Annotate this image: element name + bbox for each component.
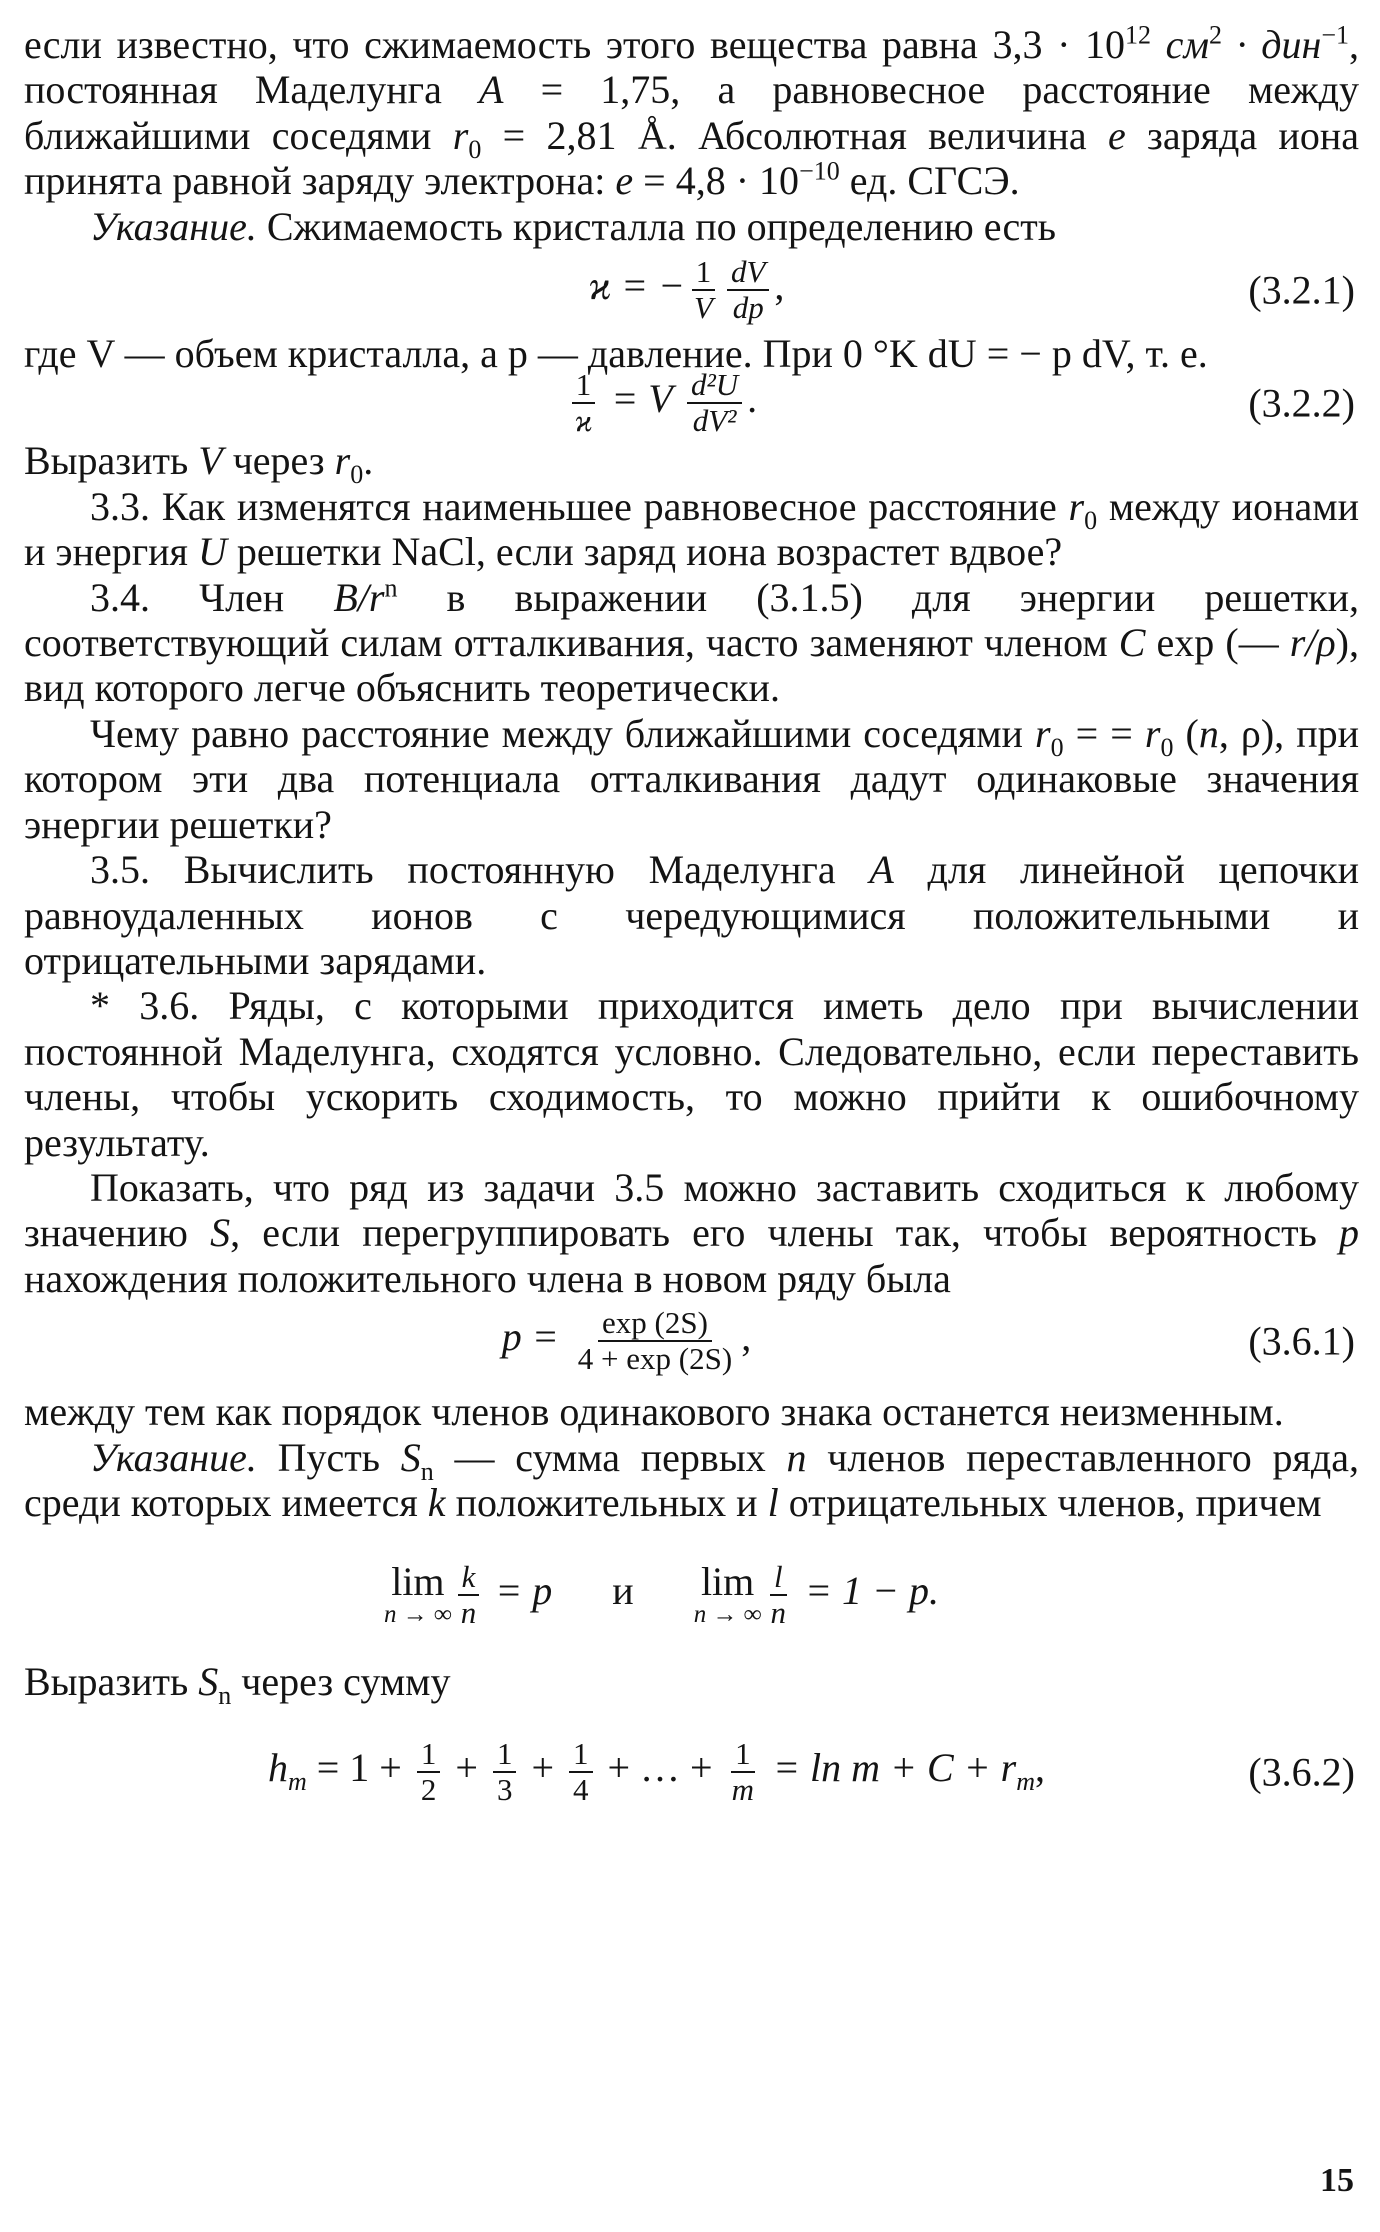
- text: ,: [774, 263, 785, 309]
- variable: r: [1144, 710, 1161, 756]
- text: , постоянная Маделунга: [24, 22, 1359, 113]
- subscript: 0: [1050, 732, 1064, 762]
- text: .: [363, 438, 374, 484]
- text: , ρ), при котором эти два потенциала отталкивания дадут одинаковые значения энергии решетки?: [24, 710, 1360, 847]
- limit: [383, 1559, 452, 1629]
- page-body: [24, 22, 1359, 1827]
- problem-3-6: [24, 983, 1359, 1165]
- numerator: dV: [727, 255, 769, 291]
- variable: e: [615, 158, 634, 204]
- text: и: [612, 1568, 634, 1614]
- variable: A: [869, 847, 894, 893]
- hint-label: Указание.: [90, 203, 257, 249]
- numerator: 1: [692, 255, 716, 291]
- subscript: m: [287, 1766, 307, 1796]
- text: где V — объем кристалла, а p — давление. При 0 °K dU = − p dV, т. е.: [24, 331, 1208, 377]
- problem-number: 3.5.: [90, 847, 150, 893]
- fraction: [569, 1737, 593, 1807]
- denominator: 2: [420, 1771, 437, 1807]
- text: Как изменятся наименьшее равновесное расстояние: [150, 483, 1069, 529]
- text: exp (—: [1145, 620, 1290, 666]
- hint-label: Указание.: [90, 1434, 257, 1480]
- text: см: [1151, 22, 1209, 67]
- text: между ионами и энергия: [24, 483, 1359, 575]
- variable: r: [1068, 483, 1085, 529]
- text: — сумма первых: [433, 1434, 787, 1480]
- subscript: n: [218, 1681, 232, 1711]
- text: = p: [485, 1568, 553, 1614]
- text: заряда иона принята равной заряду электрона:: [24, 112, 1359, 204]
- variable: r: [334, 438, 351, 484]
- lim-subscript: n → ∞: [693, 1601, 762, 1629]
- problem-number: * 3.6.: [90, 983, 200, 1029]
- lim-text: lim: [700, 1559, 755, 1605]
- limit: [693, 1559, 762, 1629]
- text: · дин: [1221, 22, 1322, 67]
- subscript: 0: [350, 460, 364, 490]
- numerator: 1: [572, 368, 596, 404]
- text: , если перегруппировать его члены так, чтобы вероятность: [230, 1210, 1339, 1256]
- text: нахождения положительного члена в новом ряду была: [24, 1255, 951, 1301]
- text: = V: [601, 376, 682, 422]
- text: = 1 +: [306, 1744, 412, 1790]
- fraction: [728, 1737, 758, 1807]
- equation-number: (3.2.2): [1248, 380, 1355, 426]
- denominator: n: [460, 1595, 477, 1631]
- text: Выразить: [24, 1659, 199, 1705]
- equation-limits: [24, 1535, 1359, 1655]
- variable: V: [198, 438, 223, 484]
- variable: S: [210, 1210, 231, 1256]
- denominator: n: [770, 1595, 787, 1631]
- numerator: 1: [417, 1737, 441, 1773]
- text: Выразить: [24, 438, 199, 484]
- fraction: [727, 255, 769, 325]
- denominator: m: [731, 1771, 755, 1807]
- text: если известно, что сжимаемость этого вещества равна: [24, 22, 978, 67]
- variable: e: [1107, 112, 1126, 158]
- equation-3-2-2: [24, 368, 1359, 438]
- equation-lhs: ϰ = −: [588, 263, 686, 309]
- fraction: [767, 1560, 791, 1630]
- variable: r: [452, 112, 469, 158]
- text: ,: [1035, 1744, 1046, 1790]
- fraction: [687, 368, 742, 438]
- subscript: 0: [468, 134, 482, 164]
- numerator: exp (2S): [598, 1306, 712, 1342]
- text: .: [747, 376, 758, 422]
- text: = 2,81 Å. Абсолютная величина: [481, 112, 1108, 158]
- fraction: [690, 255, 717, 325]
- text: через: [222, 438, 335, 484]
- subscript: m: [1016, 1766, 1036, 1796]
- text: = =: [1063, 710, 1145, 756]
- variable: S: [198, 1659, 219, 1705]
- text: Показать, что ряд из задачи 3.5 можно заставить сходиться к любому значению: [24, 1164, 1359, 1256]
- subscript: 0: [1160, 732, 1174, 762]
- text: = 4,8 · 10: [633, 158, 800, 204]
- problem-number: 3.4.: [90, 574, 150, 620]
- fraction: [417, 1737, 441, 1807]
- equation-lhs: p =: [501, 1314, 569, 1360]
- text: через сумму: [231, 1659, 451, 1705]
- text: Пусть: [256, 1434, 401, 1480]
- text: = 1,75, а равновесное расстояние между ближайшими соседями: [24, 67, 1359, 158]
- variable: n: [1198, 710, 1219, 756]
- fraction: [493, 1737, 517, 1807]
- subscript: n: [420, 1456, 434, 1486]
- variable: U: [197, 529, 227, 575]
- variable: n: [786, 1434, 807, 1480]
- numerator: 1: [493, 1737, 517, 1773]
- problem-3-5: [24, 847, 1359, 983]
- problem-number: 3.3.: [90, 483, 150, 529]
- text: отрицательных членов, причем: [778, 1479, 1322, 1525]
- superscript: −1: [1321, 20, 1349, 50]
- variable: B/r: [333, 574, 385, 620]
- numerator: l: [770, 1560, 787, 1596]
- superscript: 2: [1208, 20, 1222, 50]
- equation-number: (3.6.1): [1248, 1318, 1355, 1364]
- variable: S: [400, 1434, 421, 1480]
- text: + … +: [597, 1744, 723, 1790]
- text: = ln m + C + r: [763, 1744, 1017, 1790]
- denominator: 3: [496, 1771, 513, 1807]
- problem-3-6-task: [24, 1165, 1359, 1301]
- text: 3,3 · 10: [992, 22, 1126, 67]
- text: между тем как порядок членов одинакового знака останется неизменным.: [24, 1389, 1284, 1435]
- equation-3-6-1: [24, 1301, 1359, 1381]
- denominator: dV²: [692, 403, 737, 439]
- text: ед. СГСЭ.: [839, 158, 1020, 204]
- denominator: dp: [732, 290, 764, 326]
- superscript: 12: [1125, 20, 1152, 50]
- problem-3-3: [24, 484, 1359, 575]
- variable: p: [1339, 1210, 1359, 1256]
- variable: r: [1035, 710, 1051, 756]
- text: ,: [741, 1314, 752, 1360]
- denominator: 4: [573, 1771, 589, 1807]
- denominator: ϰ: [574, 403, 593, 439]
- hint-compressibility: [24, 204, 1359, 249]
- text: решетки NaCl, если заряд иона возрастет вдвое?: [226, 529, 1063, 575]
- superscript: −10: [799, 156, 840, 186]
- numerator: d²U: [687, 368, 742, 404]
- fraction: [574, 1306, 736, 1376]
- text: Вычислить постоянную Маделунга: [150, 847, 870, 893]
- page-number: 15: [1320, 2162, 1354, 2199]
- lim-text: lim: [391, 1559, 445, 1605]
- equation-number: (3.6.2): [1248, 1749, 1355, 1795]
- variable: k: [427, 1479, 446, 1525]
- text: для линейной цепочки равноудаленных ионов с чередующимися положительными и отрицательными зарядами.: [24, 847, 1359, 983]
- variable: A: [478, 67, 504, 113]
- hint-sum: [24, 1435, 1359, 1526]
- paragraph-intro: [24, 22, 1359, 204]
- text: в выражении (3.1.5) для энергии решетки, соответствующий силам отталкивания, часто заменяют членом: [24, 574, 1359, 666]
- numerator: 1: [569, 1737, 593, 1773]
- denominator: V: [694, 290, 713, 326]
- numerator: k: [458, 1560, 480, 1596]
- superscript: n: [384, 573, 398, 603]
- text: членов переставленного ряда, среди которых имеется: [24, 1434, 1360, 1525]
- variable: r/ρ: [1289, 620, 1336, 666]
- text: Ряды, с которыми приходится иметь дело при вычислении постоянной Маделунга, сходятся условно. Следовательно, если переставить члены, чтобы ускорить сходимость, то можно прийти к ошибочному результату.: [24, 983, 1360, 1165]
- equation-3-6-2: $h_m = 1$ + $\frac{1}{2}$ + $\frac{1}{3}$ + $\frac{1}{4}$ + … + $\frac{1}{m}$ = $\ln m + C + r_m$, (3.6.2): [267, 1735, 1355, 1807]
- text: = 1 − p.: [795, 1568, 940, 1614]
- text: Член: [150, 574, 334, 620]
- paragraph-express-sn: [24, 1659, 1359, 1711]
- equation-number: (3.2.1): [1248, 267, 1355, 313]
- text: (: [1173, 710, 1199, 756]
- variable: h: [267, 1744, 288, 1790]
- numerator: 1: [731, 1737, 755, 1773]
- equation-3-2-1: [24, 249, 1359, 331]
- paragraph-order: [24, 1389, 1359, 1434]
- text: положительных и: [445, 1479, 768, 1525]
- text: Чему равно расстояние между ближайшими соседями: [90, 710, 1036, 756]
- text: Сжимаемость кристалла по определению есть: [256, 203, 1057, 249]
- paragraph-express-v: [24, 438, 1359, 490]
- fraction: [571, 368, 596, 438]
- lim-subscript: n → ∞: [383, 1601, 452, 1629]
- problem-3-4-question: [24, 711, 1359, 847]
- text: ), вид которого легче объяснить теоретически.: [24, 620, 1359, 711]
- fraction: [457, 1560, 481, 1630]
- variable: l: [767, 1479, 779, 1525]
- variable: C: [1118, 620, 1146, 666]
- subscript: 0: [1084, 505, 1098, 535]
- denominator: 4 + exp (2S): [577, 1341, 733, 1377]
- problem-3-4: [24, 575, 1359, 711]
